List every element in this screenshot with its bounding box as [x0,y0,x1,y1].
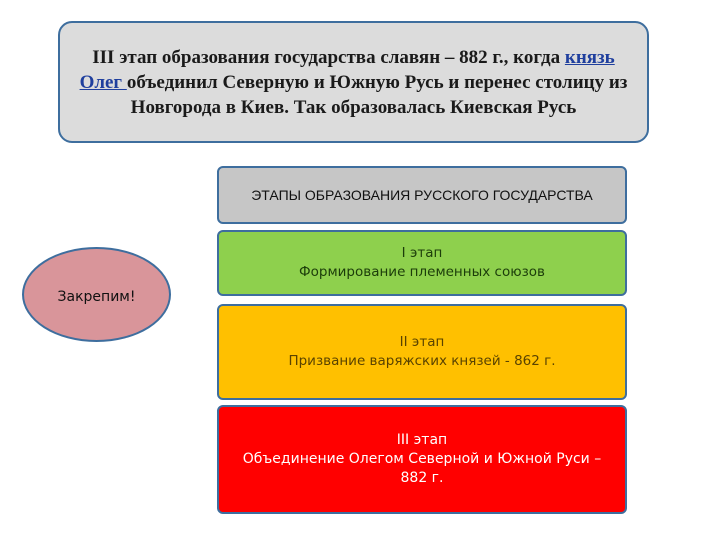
review-label: Закрепим! [57,288,136,305]
intro-text-box [58,21,649,143]
stage-3-box [217,405,627,514]
intro-text [72,45,635,120]
stage-2-box [217,304,627,400]
stage-1-description: Формирование племенных союзов [299,264,545,280]
stage-2-label: II этап [399,334,445,350]
stage-2-description: Призвание варяжских князей - 862 г. [288,353,556,369]
intro-text-before: III этап образования государства славян – 882 г., когда [92,46,565,68]
stages-header-title: ЭТАПЫ ОБРАЗОВАНИЯ РУССКОГО ГОСУДАРСТВА [251,187,593,203]
intro-text-after: объединил Северную и Южную Русь и перенес столицу из Новгорода в Киев. Так образовалась Киевская Русь [126,71,628,118]
review-button[interactable] [22,247,171,342]
stage-1-box [217,230,627,296]
stage-1-label: I этап [401,245,443,261]
stages-header [217,166,627,224]
stage-3-label: III этап [396,432,448,448]
stage-3-description: Объединение Олегом Северной и Южной Руси – 882 г. [242,451,602,486]
prince-oleg-link[interactable]: князь Олег [79,46,615,93]
